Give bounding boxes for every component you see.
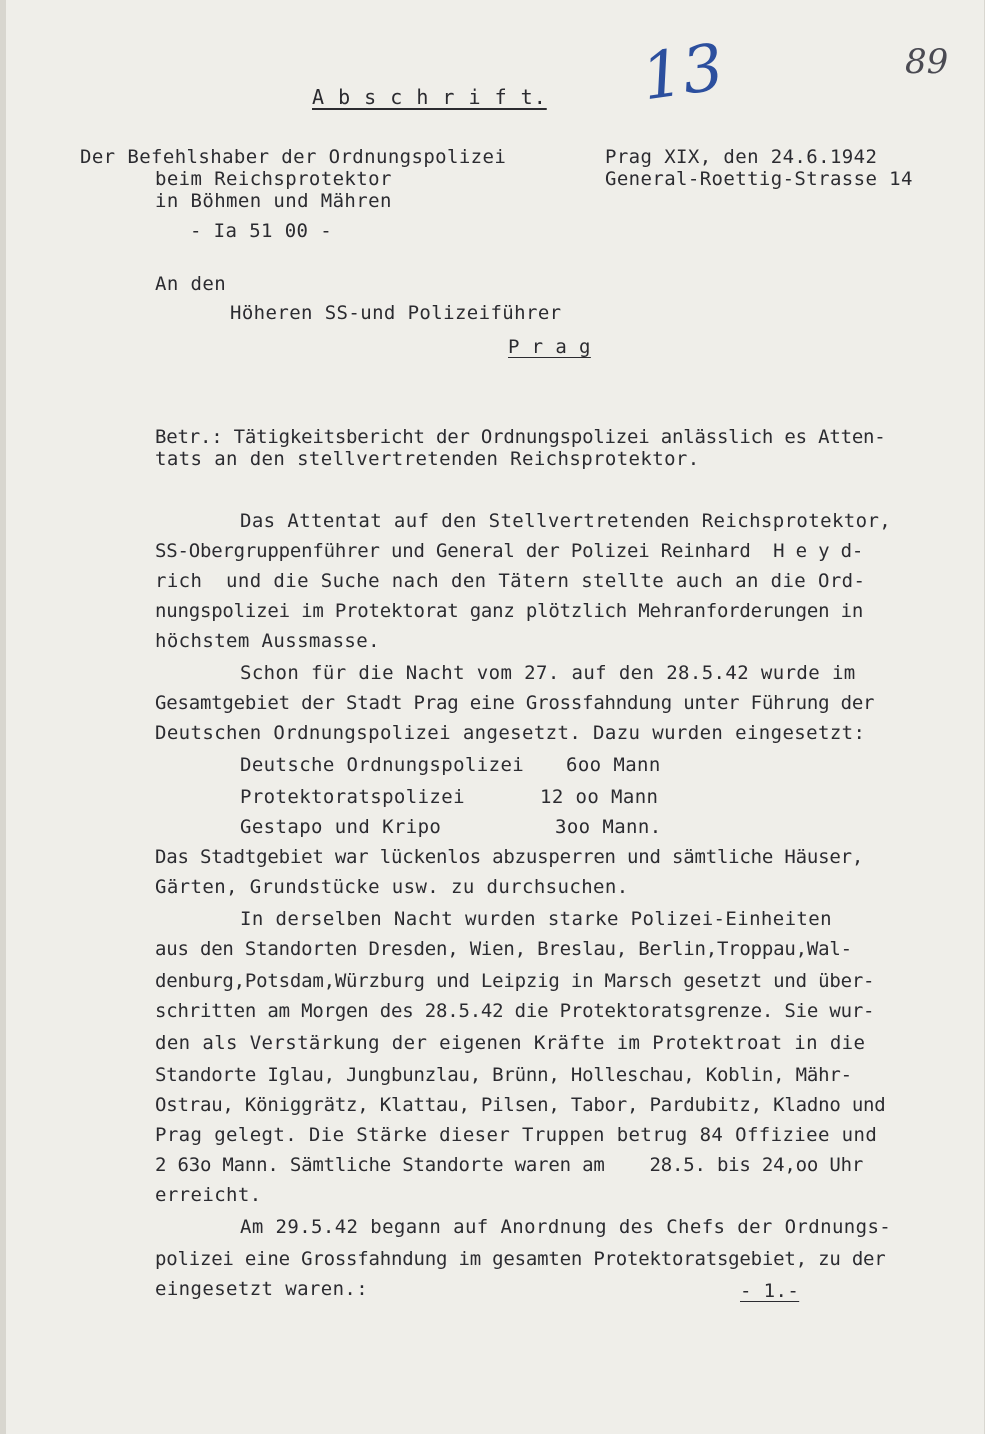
body-line-4: nungspolizei im Protektorat ganz plötzlich Mehranforderungen in [155,600,864,622]
body2-line-6: schritten am Morgen des 28.5.42 die Protektoratsgrenze. Sie wur- [155,1000,875,1022]
handwritten-mark: 13 [637,30,729,116]
body2-line-13: Am 29.5.42 begann auf Anordnung des Chefs der Ordnungs- [240,1216,892,1238]
body2-line-1: Das Stadtgebiet war lückenlos abzusperren und sämtliche Häuser, [155,846,864,868]
body-line-8: Deutschen Ordnungspolizei angesetzt. Dazu wurden eingesetzt: [155,722,866,744]
page-continuation: - 1.- [740,1280,800,1302]
reference-number: - Ia 51 00 - [190,220,333,242]
recipient-salutation: An den [155,273,227,295]
force-count: 12 oo Mann [540,786,659,808]
force-count: 6oo Mann [566,754,661,776]
body2-line-4: aus den Standorten Dresden, Wien, Breslau, Berlin,Troppau,Wal- [155,938,852,960]
body2-line-7: den als Verstärkung der eigenen Kräfte im Protektroat in die [155,1032,866,1054]
body2-line-9: Ostrau, Königgrätz, Klattau, Pilsen, Tabor, Pardubitz, Kladno und [155,1094,886,1116]
force-unit: Gestapo und Kripo [240,816,442,838]
body-line-6: Schon für die Nacht vom 27. auf den 28.5.42 wurde im [240,662,856,684]
subject-line-2: tats an den stellvertretenden Reichsprotektor. [155,448,700,470]
body2-line-11: 2 63o Mann. Sämtliche Standorte waren am 28.5. bis 24,oo Uhr [155,1154,864,1176]
body-line-1: Das Attentat auf den Stellvertretenden Reichsprotektor, [240,510,892,532]
force-unit: Protektoratspolizei [240,786,465,808]
body2-line-2: Gärten, Grundstücke usw. zu durchsuchen. [155,876,629,898]
body-line-3: rich und die Suche nach den Tätern stellte auch an die Ord- [155,570,866,592]
body-line-7: Gesamtgebiet der Stadt Prag eine Grossfahndung unter Führung der [155,692,875,714]
subject-line-1: Betr.: Tätigkeitsbericht der Ordnungspolizei anlässlich es Atten- [155,426,886,448]
force-unit: Deutsche Ordnungspolizei [240,754,525,776]
place-date: Prag XIX, den 24.6.1942 [605,146,878,168]
body2-line-5: denburg,Potsdam,Würzburg und Leipzig in Marsch gesetzt und über- [155,970,875,992]
body2-line-3: In derselben Nacht wurden starke Polizei-Einheiten [240,908,832,930]
body2-line-10: Prag gelegt. Die Stärke dieser Truppen betrug 84 Offiziee und [155,1124,878,1146]
body-line-2: SS-Obergruppenführer und General der Polizei Reinhard H e y d- [155,540,864,562]
sender-line-2: beim Reichsprotektor [155,168,392,190]
body2-line-15: eingesetzt waren.: [155,1278,369,1300]
sender-line-3: in Böhmen und Mähren [155,190,392,212]
recipient-city: P r a g [508,336,591,358]
street-address: General-Roettig-Strasse 14 [605,168,913,190]
document-title: A b s c h r i f t. [312,85,547,109]
body2-line-14: polizei eine Grossfahndung im gesamten Protektoratsgebiet, zu der [155,1248,886,1270]
body2-line-8: Standorte Iglau, Jungbunzlau, Brünn, Holleschau, Koblin, Mähr- [155,1064,852,1086]
body-line-5: höchstem Aussmasse. [155,630,380,652]
sender-line-1: Der Befehlshaber der Ordnungspolizei [80,146,507,168]
body2-line-12: erreicht. [155,1184,262,1206]
handwritten-page-number: 89 [905,42,949,82]
force-count: 3oo Mann. [555,816,662,838]
recipient-name: Höheren SS-und Polizeiführer [230,302,562,324]
